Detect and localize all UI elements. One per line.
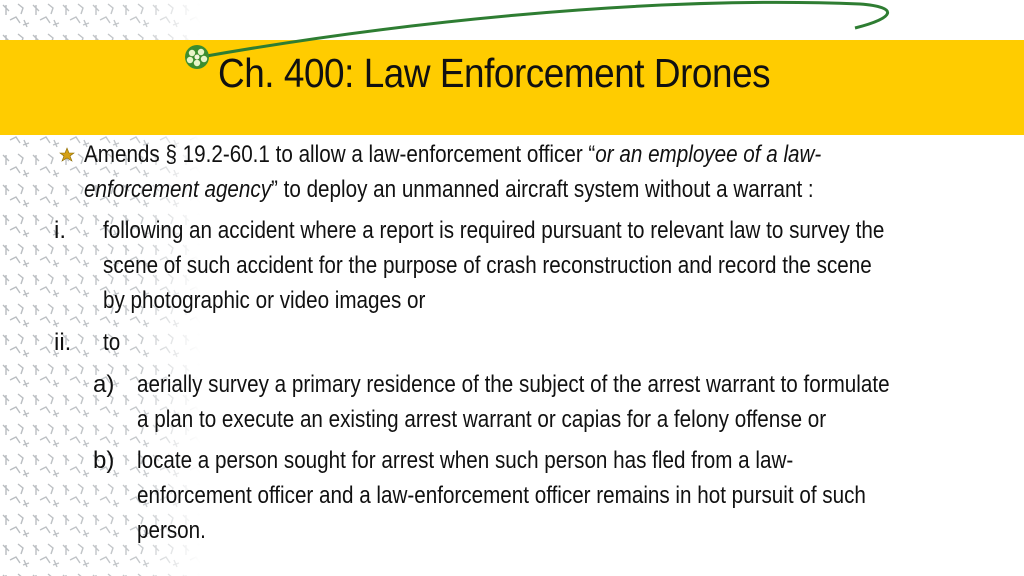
list-marker: ii. bbox=[54, 329, 72, 356]
sublist-item-line: aerially survey a primary residence of the subject of the arrest warrant to formulate bbox=[137, 371, 890, 398]
list-item-line: to bbox=[103, 329, 121, 356]
sublist-marker: a) bbox=[93, 371, 115, 398]
list-item-line: by photographic or video images or bbox=[103, 287, 426, 314]
sublist-marker: b) bbox=[93, 447, 115, 474]
bullet-text-2: ” to deploy an unmanned aircraft system without a warrant : bbox=[271, 176, 814, 203]
bullet-emphasis-2: enforcement agency bbox=[84, 176, 272, 203]
bullet-text: Amends § 19.2-60.1 to allow a law-enforcement officer “ bbox=[84, 141, 596, 168]
slide-title: Ch. 400: Law Enforcement Drones bbox=[218, 50, 771, 96]
list-marker: i. bbox=[54, 217, 66, 244]
list-item-line: following an accident where a report is required pursuant to relevant law to survey the bbox=[103, 217, 885, 244]
sublist-item-line: a plan to execute an existing arrest warrant or capias for a felony offense or bbox=[137, 406, 827, 433]
sublist-item-line: enforcement officer and a law-enforcement officer remains in hot pursuit of such bbox=[137, 482, 866, 509]
bullet-line-2 bbox=[84, 172, 814, 207]
bullet-emphasis: or an employee of a law- bbox=[595, 141, 822, 168]
bullet-line-1 bbox=[84, 137, 821, 172]
sublist-item-line: locate a person sought for arrest when such person has fled from a law- bbox=[137, 447, 794, 474]
sublist-item-line: person. bbox=[137, 517, 206, 544]
list-item-line: scene of such accident for the purpose of crash reconstruction and record the scene bbox=[103, 252, 872, 279]
